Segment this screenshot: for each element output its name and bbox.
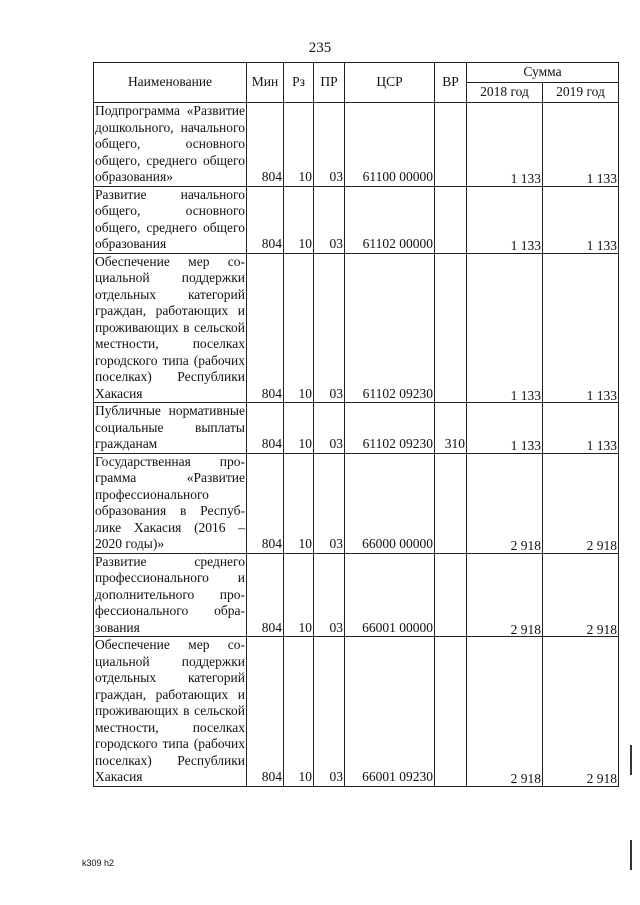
row-sum-2019	[543, 186, 619, 253]
row-sum-2019-value: 1 133	[586, 238, 617, 253]
table-row	[94, 637, 619, 787]
row-sum-2019-value: 1 133	[586, 171, 617, 186]
header-year-2018: 2018 год	[467, 83, 543, 103]
header-sum: Сумма	[467, 63, 619, 83]
row-sum-2018-value: 1 133	[510, 387, 541, 403]
header-pr: ПР	[314, 63, 345, 103]
row-sum-2019-value: 2 918	[586, 538, 617, 553]
scan-edge-mark	[630, 840, 632, 870]
row-sum-2019-value: 2 918	[586, 621, 617, 637]
row-sum-2018	[467, 453, 543, 553]
row-min: 804	[247, 103, 284, 187]
row-min: 804	[247, 553, 284, 637]
row-csr: 66001 00000	[345, 553, 435, 637]
row-sum-2018-value: 2 918	[510, 771, 541, 786]
row-sum-2019	[543, 453, 619, 553]
table-row	[94, 186, 619, 253]
scan-edge-mark	[630, 745, 632, 775]
header-min: Мин	[247, 63, 284, 103]
header-name: Наименование	[94, 63, 247, 103]
row-sum-2018-value: 1 133	[510, 171, 541, 186]
row-vr	[435, 637, 467, 787]
table-row	[94, 103, 619, 187]
row-rz: 10	[284, 553, 314, 637]
row-vr: 310	[435, 403, 467, 454]
table-row	[94, 253, 619, 403]
row-name: Обеспечение мер социальной поддержки отдельных категорий граждан, работающих и проживающих в сельской местности, поселках городского типа (рабочих поселках) Республики Хакасия	[95, 253, 245, 401]
row-pr: 03	[314, 453, 345, 553]
header-vr: ВР	[435, 63, 467, 103]
row-sum-2019-value: 1 133	[586, 438, 617, 453]
row-vr	[435, 553, 467, 637]
row-csr: 66001 09230	[345, 637, 435, 787]
row-pr: 03	[314, 253, 345, 403]
row-csr: 61102 09230	[345, 403, 435, 454]
row-min: 804	[247, 253, 284, 403]
row-csr: 61100 00000	[345, 103, 435, 187]
row-min: 804	[247, 453, 284, 553]
row-name: Развитие среднего профессионального и дополнительного профессионального образования	[95, 553, 245, 635]
budget-table	[93, 62, 619, 787]
row-sum-2018-value: 2 918	[510, 621, 541, 637]
header-rz: Рз	[284, 63, 314, 103]
row-csr: 61102 00000	[345, 186, 435, 253]
row-min: 804	[247, 403, 284, 454]
row-sum-2019	[543, 637, 619, 787]
row-sum-2018-value: 2 918	[510, 538, 541, 553]
row-name: Подпрограмма «Развитие дошкольного, начального общего, основного общего, среднего общего образования»	[95, 103, 245, 184]
row-rz: 10	[284, 403, 314, 454]
row-vr	[435, 453, 467, 553]
row-sum-2018	[467, 253, 543, 403]
row-sum-2019-value: 1 133	[586, 387, 617, 403]
row-sum-2019	[543, 553, 619, 637]
row-rz: 10	[284, 186, 314, 253]
row-name: Развитие начального общего, основного общего, среднего общего образования	[95, 186, 245, 251]
row-csr: 66000 00000	[345, 453, 435, 553]
row-name: Государственная программа «Развитие профессионального образования в Республике Хакасия (2016 – 2020 годы)»	[95, 453, 245, 551]
row-min: 804	[247, 637, 284, 787]
row-rz: 10	[284, 103, 314, 187]
table-row	[94, 403, 619, 454]
row-pr: 03	[314, 103, 345, 187]
row-min: 804	[247, 186, 284, 253]
row-vr	[435, 103, 467, 187]
row-pr: 03	[314, 553, 345, 637]
footer-code: k309 h2	[82, 858, 115, 868]
row-sum-2019	[543, 403, 619, 454]
row-sum-2018	[467, 553, 543, 637]
row-rz: 10	[284, 253, 314, 403]
row-sum-2018	[467, 103, 543, 187]
row-sum-2018	[467, 403, 543, 454]
row-csr: 61102 09230	[345, 253, 435, 403]
row-pr: 03	[314, 403, 345, 454]
row-sum-2018-value: 1 133	[510, 438, 541, 453]
row-rz: 10	[284, 453, 314, 553]
row-name: Публичные нормативные социальные выплаты гражданам	[95, 403, 245, 451]
row-vr	[435, 253, 467, 403]
row-vr	[435, 186, 467, 253]
row-sum-2019	[543, 253, 619, 403]
row-name: Обеспечение мер социальной поддержки отдельных категорий граждан, работающих и проживающих в сельской местности, поселках городского типа (рабочих поселках) Республики Хакасия	[95, 637, 245, 784]
table-row	[94, 553, 619, 637]
header-year-2019: 2019 год	[543, 83, 619, 103]
page-number: 235	[308, 40, 332, 56]
table-row	[94, 453, 619, 553]
row-sum-2019-value: 2 918	[586, 771, 617, 786]
row-sum-2018	[467, 637, 543, 787]
row-sum-2019	[543, 103, 619, 187]
header-csr: ЦСР	[345, 63, 435, 103]
row-pr: 03	[314, 186, 345, 253]
row-sum-2018-value: 1 133	[510, 238, 541, 253]
row-pr: 03	[314, 637, 345, 787]
row-sum-2018	[467, 186, 543, 253]
row-rz: 10	[284, 637, 314, 787]
